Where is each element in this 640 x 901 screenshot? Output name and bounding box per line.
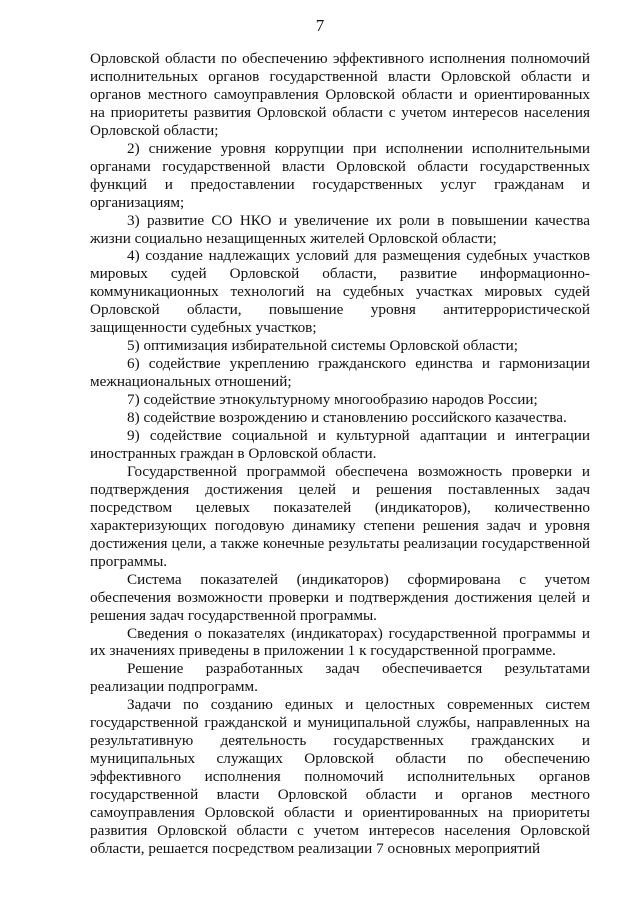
document-body [90, 50, 590, 858]
paragraph: 2) снижение уровня коррупции при исполнении исполнительными органами государственной власти Орловской области государственных функций и предоставлении государственных услуг гражданам и организациям; [90, 139, 590, 211]
paragraph: 5) оптимизация избирательной системы Орловской области; [127, 337, 518, 355]
paragraph: Задачи по созданию единых и целостных современных систем государственной гражданской и муниципальной службы, направленных на результативную деятельность государственных гражданских и муниципальных служащих Орловской области по обеспечению эффективного исполнения полномочий исполнительных органов государственной власти Орловской области и органов местного самоуправления Орловской области и ориентированных на приоритеты развития Орловской области с учетом интересов населения Орловской области, решается посредством реализации 7 основных мероприятий [90, 696, 590, 857]
paragraph: 6) содействие укреплению гражданского единства и гармонизации межнациональных отношений; [90, 355, 590, 391]
paragraph: Государственной программой обеспечена возможность проверки и подтверждения достижения целей и решения поставленных задач посредством целевых показателей (индикаторов), количественно характеризующих погодовую динамику степени решения задач и уровня достижения цели, а также конечные результаты реализации государственной программы. [90, 462, 590, 570]
paragraph: 8) содействие возрождению и становлению российского казачества. [127, 409, 567, 427]
paragraph: Сведения о показателях (индикаторах) государственной программы и их значениях приведены в приложении 1 к государственной программе. [90, 624, 590, 660]
paragraph: Система показателей (индикаторов) сформирована с учетом обеспечения возможности проверки и подтверждения достижения целей и решения задач государственной программы. [90, 570, 590, 624]
paragraph: Орловской области по обеспечению эффективного исполнения полномочий исполнительных органов государственной власти Орловской области и органов местного самоуправления Орловской области и ориентированных на приоритеты развития Орловской области с учетом интересов населения Орловской области; [90, 50, 590, 139]
page-number: 7 [315, 16, 325, 35]
paragraph: Решение разработанных задач обеспечивается результатами реализации подпрограмм. [90, 660, 590, 696]
paragraph: 7) содействие этнокультурному многообразию народов России; [127, 391, 538, 409]
paragraph: 4) создание надлежащих условий для размещения судебных участков мировых судей Орловской области, развитие информационно-коммуникационных технологий на судебных участках мировых судей Орловской области, повышение уровня антитеррористической защищенности судебных участков; [90, 247, 590, 337]
paragraph: 3) развитие СО НКО и увеличение их роли в повышении качества жизни социально незащищенных жителей Орловской области; [90, 211, 590, 247]
paragraph: 9) содействие социальной и культурной адаптации и интеграции иностранных граждан в Орловской области. [90, 427, 590, 462]
